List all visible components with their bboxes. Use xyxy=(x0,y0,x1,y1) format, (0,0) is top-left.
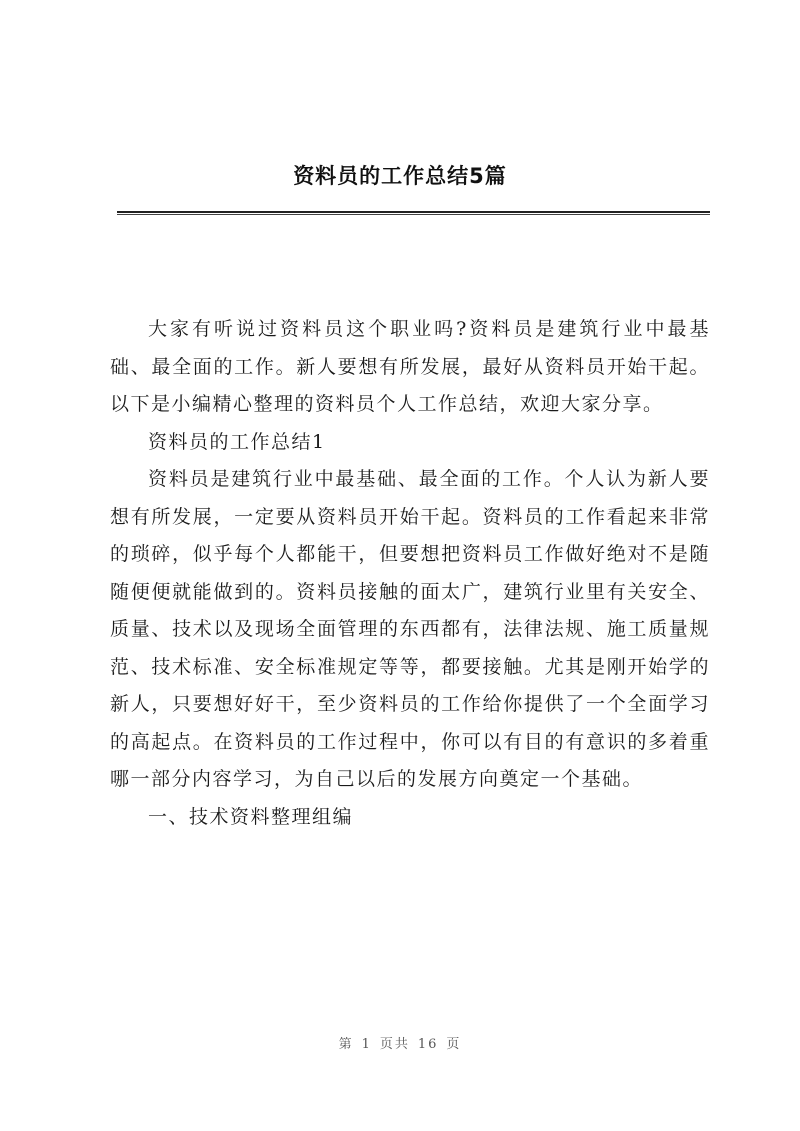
footer-current-page: 1 xyxy=(361,1037,372,1052)
document-title: 资料员的工作总结5篇 xyxy=(293,164,507,188)
subsection-heading: 一、技术资料整理组编 xyxy=(148,805,354,828)
body-paragraph: 资料员是建筑行业中最基础、最全面的工作。个人认为新人要想有所发展，一定要从资料员开始干起。资料员的工作看起来非常的琐碎，似乎每个人都能干，但要想把资料员工作做好绝对不是随随便便就能做到的。资料员接触的面太广，建筑行业里有关安全、质量、技术以及现场全面管理的东西都有，法律法规、施工质量规范、技术标准、安全标准规定等等，都要接触。尤其是刚开始学的新人，只要想好好干，至少资料员的工作给你提供了一个全面学习的高起点。在资料员的工作过程中，你可以有目的有意识的多着重哪一部分内容学习，为自己以后的发展方向奠定一个基础。 xyxy=(110,468,710,790)
intro-paragraph: 大家有听说过资料员这个职业吗?资料员是建筑行业中最基础、最全面的工作。新人要想有所发展，最好从资料员开始干起。以下是小编精心整理的资料员个人工作总结，欢迎大家分享。 xyxy=(110,318,710,415)
title-rule-thick xyxy=(117,211,710,213)
footer-suffix: 页 xyxy=(446,1037,462,1052)
page-footer xyxy=(0,1033,800,1052)
section-heading-1: 资料员的工作总结1 xyxy=(148,430,326,453)
document-body xyxy=(110,311,710,836)
footer-prefix: 第 xyxy=(338,1037,354,1052)
footer-total-pages: 16 xyxy=(417,1037,439,1052)
footer-middle: 页共 xyxy=(379,1037,410,1052)
title-rule-thin xyxy=(117,214,710,215)
